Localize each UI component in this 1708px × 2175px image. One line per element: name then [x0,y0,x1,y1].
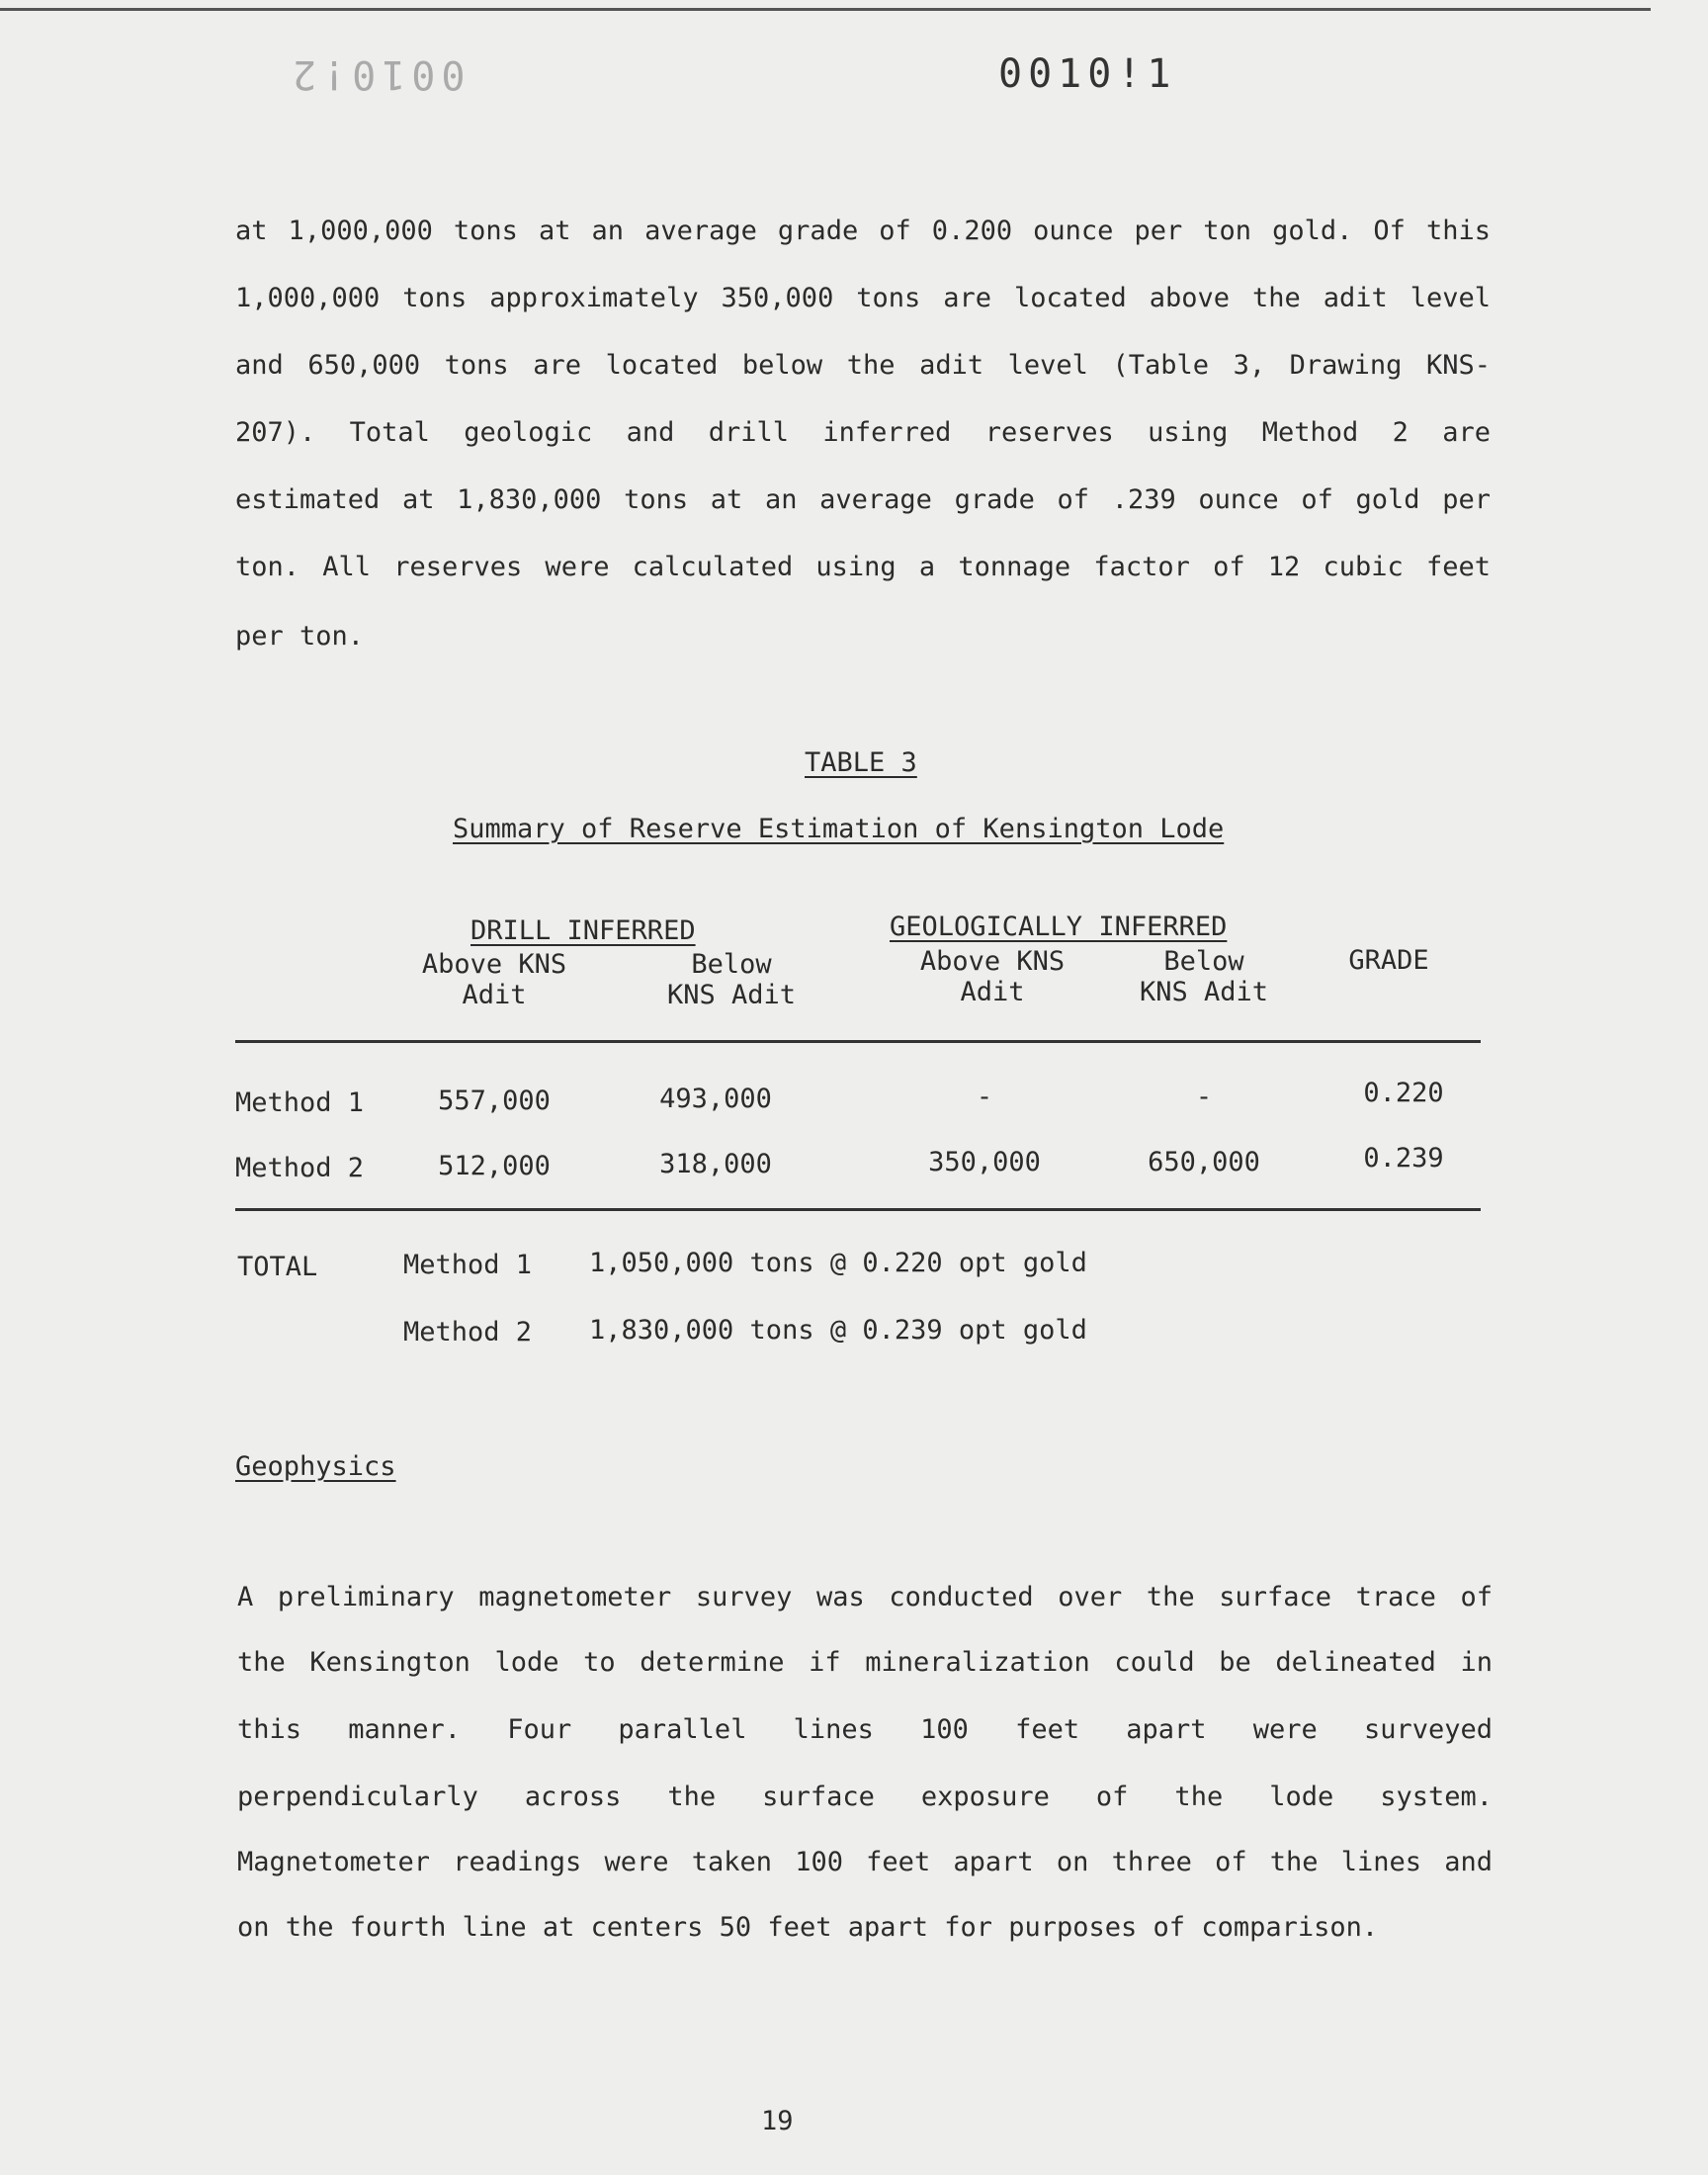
col-header-drill-below: Below KNS Adit [666,949,797,1010]
cell-drill-above: 512,000 [438,1151,551,1181]
intro-line: 207). Total geologic and drill inferred reserves using Method 2 are [235,417,1491,448]
intro-line: 1,000,000 tons approximately 350,000 tons are located above the adit level [235,283,1491,313]
group-header-geologic: GEOLOGICALLY INFERRED [890,912,1228,942]
geophysics-line: on the fourth line at centers 50 feet apart for purposes of comparison. [237,1912,1379,1943]
cell-grade: 0.239 [1363,1143,1444,1174]
intro-line: and 650,000 tons are located below the adit level (Table 3, Drawing KNS- [235,350,1491,381]
cell-drill-below: 493,000 [659,1084,772,1114]
bates-stamp-mirrored: 0010!2 [287,51,466,97]
geophysics-line: A preliminary magnetometer survey was conducted over the surface trace of [237,1582,1493,1612]
col-header-drill-above: Above KNS Adit [421,949,567,1010]
cell-grade: 0.220 [1363,1078,1444,1108]
intro-line: per ton. [235,621,365,652]
geophysics-line: perpendicularly across the surface exposure of the lode system. [237,1782,1493,1812]
total-method: Method 1 [403,1250,533,1280]
cell-drill-below: 318,000 [659,1149,772,1179]
bates-stamp: 0010!1 [998,51,1177,97]
cell-geo-below: - [1195,1082,1213,1112]
geophysics-line: the Kensington lode to determine if mineralization could be delineated in [237,1647,1493,1678]
intro-line: ton. All reserves were calculated using a tonnage factor of 12 cubic feet [235,552,1491,582]
total-method: Method 2 [403,1317,533,1348]
cell-geo-below: 650,000 [1148,1147,1260,1177]
section-heading-geophysics: Geophysics [235,1451,396,1482]
intro-line: estimated at 1,830,000 tons at an average grade of .239 ounce of gold per [235,484,1491,515]
total-value: 1,830,000 tons @ 0.239 opt gold [589,1315,1087,1346]
table-rule-bottom [235,1208,1481,1211]
cell-geo-above: - [976,1082,993,1112]
group-header-drill: DRILL INFERRED [470,915,696,946]
cell-geo-above: 350,000 [928,1147,1041,1177]
col-header-grade: GRADE [1348,945,1429,976]
page-number: 19 [761,2106,794,2136]
table-rule-top [235,1040,1481,1043]
row-label: Method 2 [235,1153,365,1183]
col-header-geo-above: Above KNS Adit [919,946,1066,1007]
total-label: TOTAL [237,1252,318,1282]
intro-line: at 1,000,000 tons at an average grade of 0.200 ounce per ton gold. Of this [235,216,1491,246]
cell-drill-above: 557,000 [438,1086,551,1116]
geophysics-line: Magnetometer readings were taken 100 feet apart on three of the lines and [237,1847,1493,1877]
top-edge-rule [0,8,1651,11]
col-header-geo-below: Below KNS Adit [1139,946,1269,1007]
row-label: Method 1 [235,1088,365,1118]
geophysics-line: this manner. Four parallel lines 100 feet apart were surveyed [237,1714,1493,1745]
table-title: Summary of Reserve Estimation of Kensington Lode [453,814,1225,844]
table-label: TABLE 3 [805,747,917,778]
total-value: 1,050,000 tons @ 0.220 opt gold [589,1248,1087,1278]
